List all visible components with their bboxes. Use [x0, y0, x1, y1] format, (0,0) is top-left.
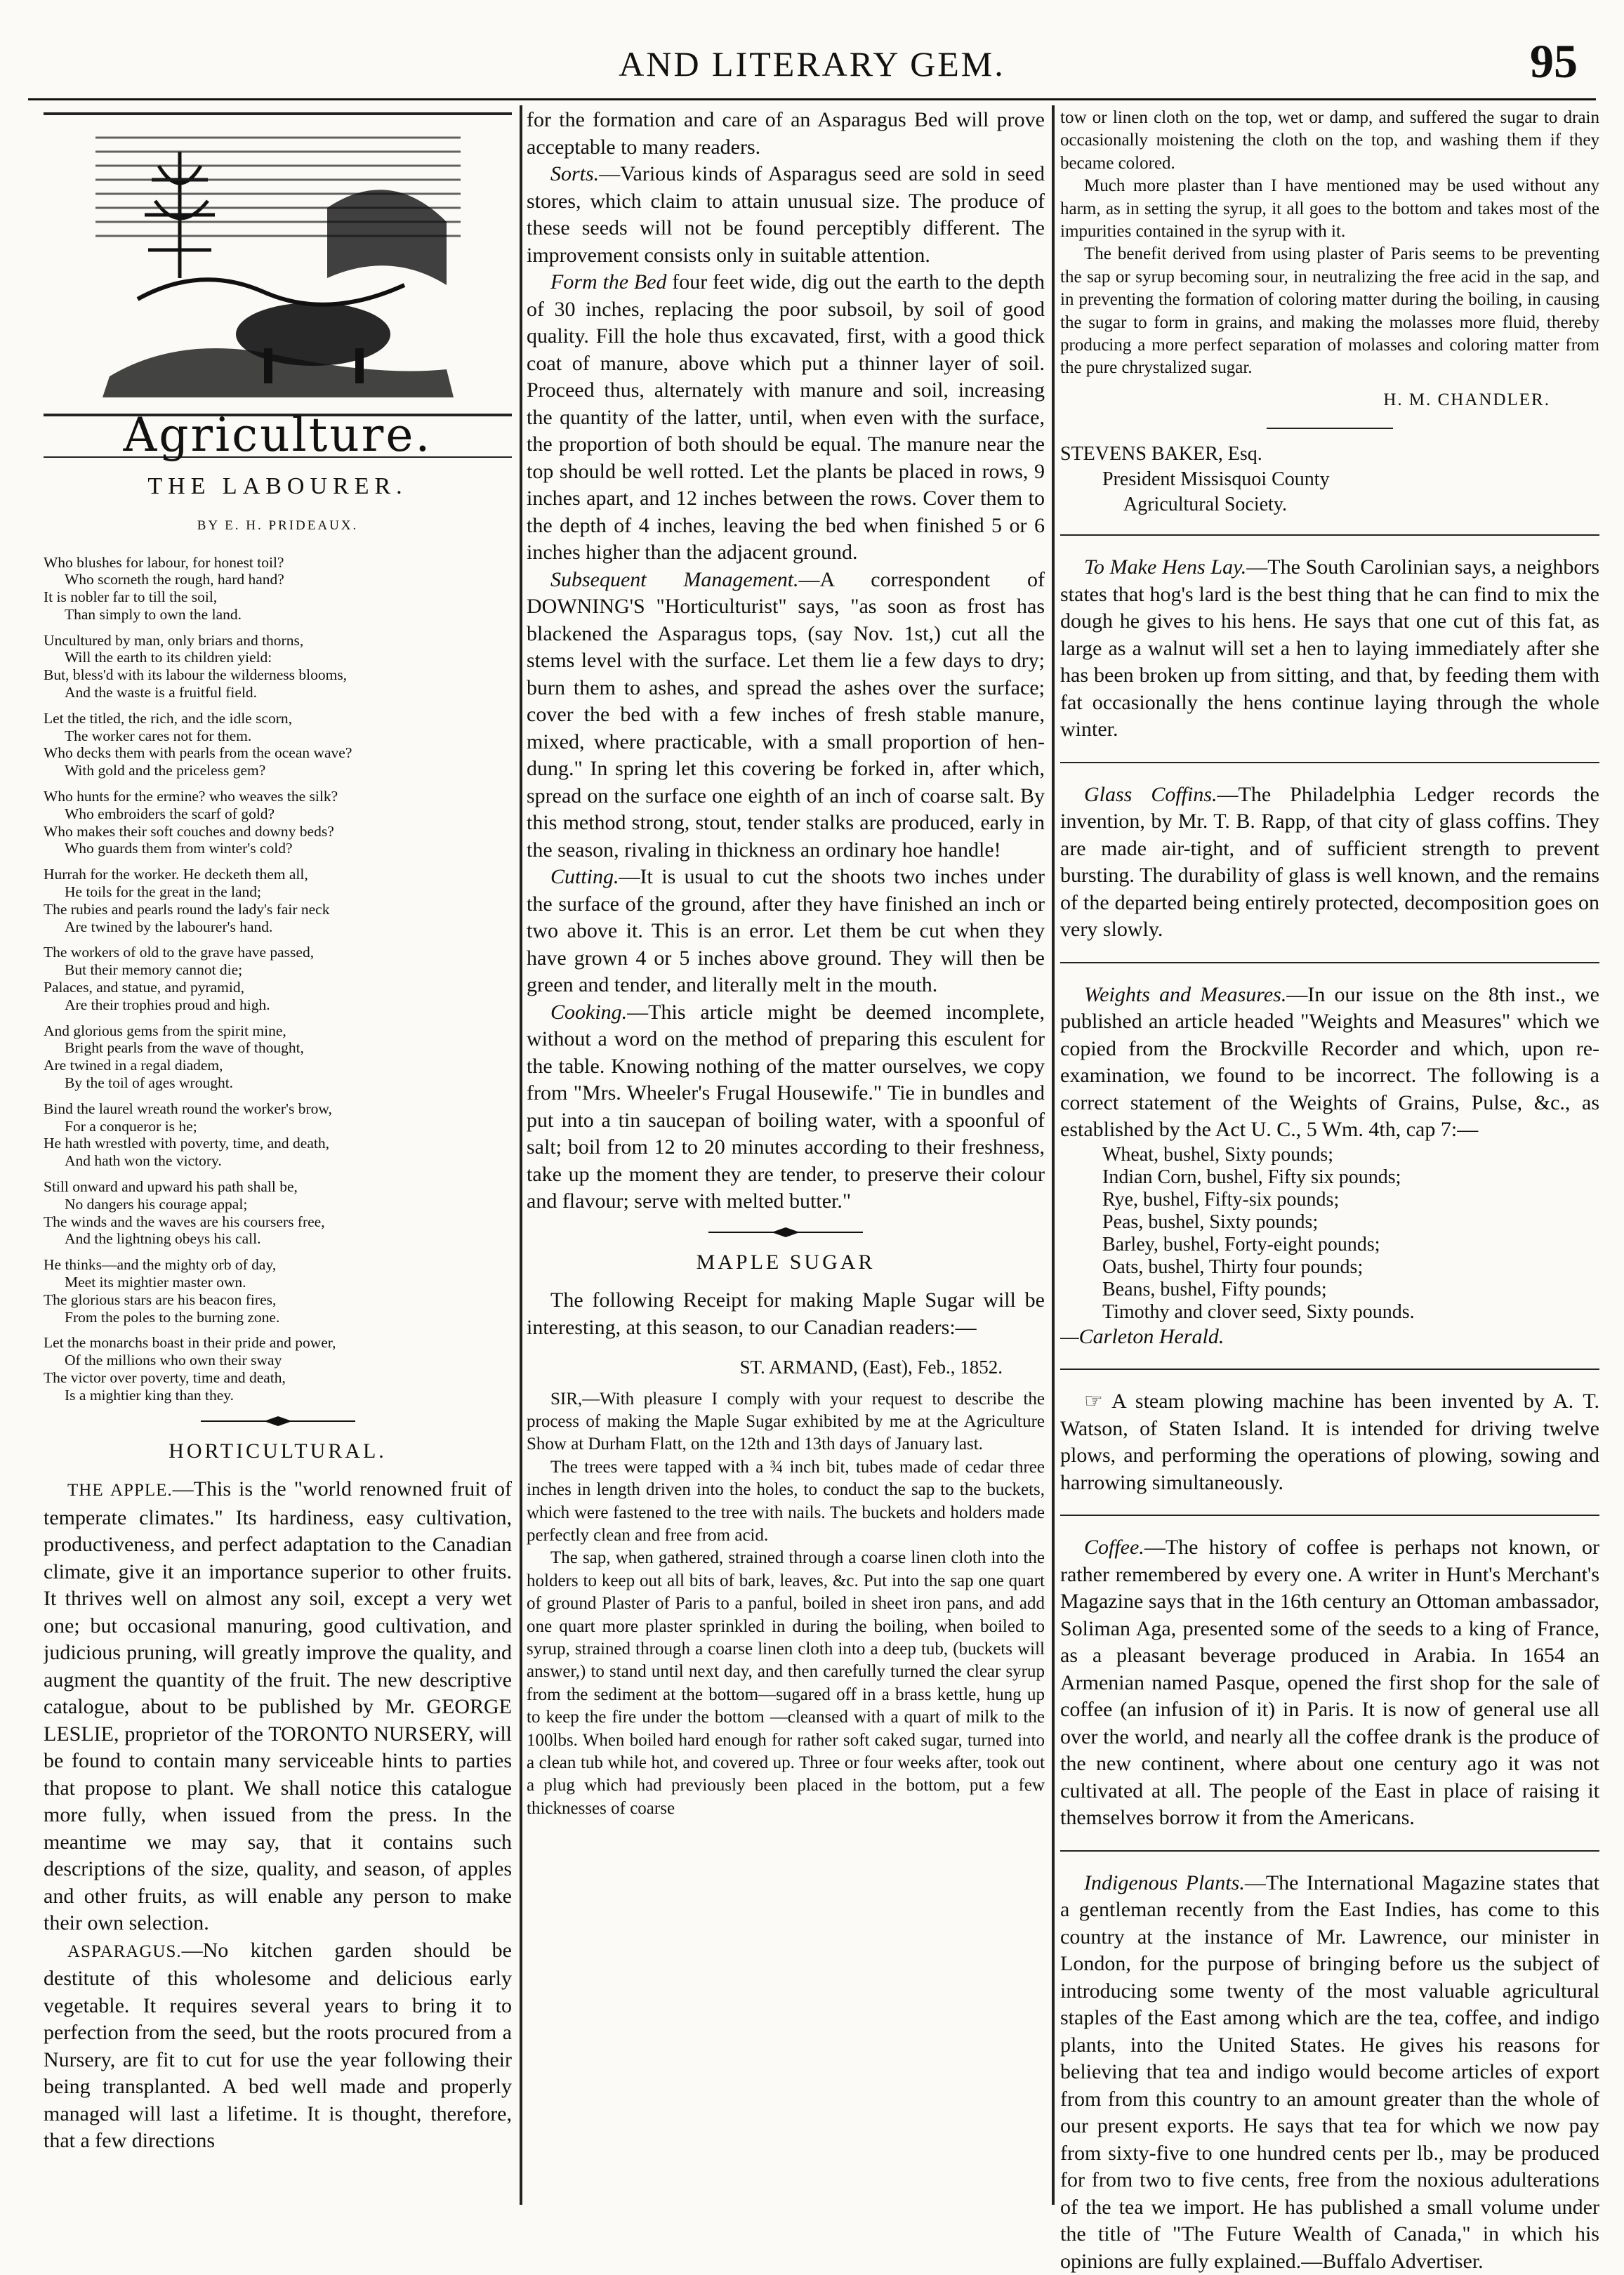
poem-line: Of the millions who own their sway	[65, 1352, 282, 1369]
poem-stanza	[44, 1022, 512, 1092]
poem-line: The workers of old to the grave have passed,	[44, 944, 315, 961]
divider-ornament	[201, 1416, 355, 1427]
poem-stanza	[44, 866, 512, 935]
poem-stanza	[44, 944, 512, 1013]
maple-intro: The following Receipt for making Maple Sugar will be interesting, at this season, to our Canadian readers:—	[527, 1288, 1045, 1339]
poem-line: Bind the laurel wreath round the worker's brow,	[44, 1100, 332, 1117]
cutting-label: Cutting.	[550, 865, 619, 888]
hens-text: —The South Carolinian says, a neighbors states that hog's lard is the best thing that he can find to mix the dough he gives to his hens. He says that one cut of this fat, as large as a walnut will set a hen to laying immediately after she has been broken up from sitting, and that, by feeding them with fat occasionally the hens continue laying through the whole winter.	[1060, 555, 1599, 741]
weights-source: —Carleton Herald.	[1060, 1324, 1224, 1348]
letter-signature: H. M. CHANDLER.	[1383, 390, 1550, 409]
poem-line: But, bless'd with its labour the wilderness blooms,	[44, 666, 348, 684]
poem-line: The worker cares not for them.	[65, 727, 252, 744]
article-rule	[1060, 534, 1599, 536]
sorts-label: Sorts.	[550, 162, 600, 185]
running-title: AND LITERARY GEM.	[619, 44, 1005, 84]
maple-paragraph: Much more plaster than I have mentioned may be used without any harm, as in setting the syrup, it all goes to the bottom and takes most of the impurities contained in the syrup with it.	[1060, 176, 1599, 242]
poem-stanza	[44, 1256, 512, 1326]
form-bed-text: four feet wide, dig out the earth to the depth of 30 inches, replacing the poor subsoil, by soil of good quality. Fill the hole thus excavated, first, with a good thick coat of manure, above which put a thinner layer of soil. Proceed thus, alternately with manure and soil, increasing the quantity of the latter, until, when even with the surface, the proportion of both should be equal. The manure near the top should be well rotted. Let the plants be placed in rows, 9 inches apart, and 12 inches between the rows. Cover them to the depth of 4 inches, leaving the bed when finished 5 or 6 inches higher than the adjacent ground.	[527, 270, 1045, 564]
poem-line: Is a mightier king than they.	[65, 1386, 235, 1404]
poem-line: Who scorneth the rough, hard hand?	[65, 571, 284, 588]
poem-line: Than simply to own the land.	[65, 605, 242, 623]
pastoral-engraving-image	[95, 124, 461, 408]
letter-dateline: ST. ARMAND, (East), Feb., 1852.	[739, 1357, 1003, 1378]
asparagus-text: —No kitchen garden should be destitute of this wholesome and delicious early vegetable. It requires several years to bring it to perfection from the seed, but the roots procured from a Nursery, are fit to cut for use the year following their being transplanted. A bed well made and properly managed will last a lifetime. It is thought, therefore, that a few directions	[44, 1938, 512, 2153]
top-rule	[44, 112, 512, 115]
poem-line: From the poles to the burning zone.	[65, 1308, 280, 1326]
maple-continuation: tow or linen cloth on the top, wet or damp, and suffered the sugar to drain occasionally moistening the cloth on the top, and washing them if they became colored.	[1060, 108, 1599, 173]
article-rule	[1060, 1369, 1599, 1370]
addressee-title: President Missisquoi County	[1102, 468, 1330, 491]
maple-paragraph: SIR,—With pleasure I comply with your request to describe the process of making the Maple Sugar exhibited by me at the Agriculture Show at Durham Flatt, on the 12th and 13th days of January last.	[527, 1389, 1045, 1454]
poem-stanza	[44, 1178, 512, 1248]
poem-line: And the waste is a fruitful field.	[65, 684, 258, 701]
header-rule	[28, 98, 1596, 100]
plants-text: —The International Magazine states that a gentleman recently from the East Indies, has come to this country at the instance of Mr. Lawrence, our minister in London, for the purpose of bringing before us the subject of introducing some twenty of the most valuable agricultural staples of the East among which are the tea, coffee, and indigo plants, into the United States. He gives his reasons for believing that tea and indigo would become articles of export from from this country to an amount greater than the whole of our present exports. He says that tea for which we now pay from sixty-five to one hundred cents per lb., may be produced for from two to five cents, free from the noxious adulterations of the tea we import. He has published a small volume under the title of "The Future Wealth of Canada," in which his opinions are fully explained.—Buffalo Advertiser.	[1060, 1871, 1599, 2273]
section-title: Agriculture.	[123, 408, 433, 462]
poem-line: Who decks them with pearls from the ocean wave?	[44, 744, 352, 762]
column-rule-right	[1052, 105, 1055, 2205]
poem-line: Who guards them from winter's cold?	[65, 840, 293, 857]
poem-line: Who blushes for labour, for honest toil?	[44, 553, 284, 571]
poem-line: Hurrah for the worker. He decketh them all,	[44, 866, 308, 883]
steam-plow-text: ☞ A steam plowing machine has been invented by A. T. Watson, of Staten Island. It is intended for driving twelve plows, and performing the operations of plowing, sowing and harrowing simultaneously.	[1060, 1390, 1599, 1494]
poem-line: Who embroiders the scarf of gold?	[65, 805, 275, 822]
article-rule	[1060, 1850, 1599, 1852]
article-rule	[1060, 1515, 1599, 1516]
poem-line: The winds and the waves are his coursers free,	[44, 1213, 325, 1230]
asparagus-continuation: for the formation and care of an Asparagus Bed will prove acceptable to many readers.	[527, 108, 1045, 159]
poem-body	[44, 554, 512, 1404]
page-header	[0, 0, 1624, 105]
poem-line: And hath won the victory.	[65, 1152, 222, 1170]
column-left	[44, 107, 512, 2155]
article-rule	[1060, 762, 1599, 763]
weights-list-item: Indian Corn, bushel, Fifty six pounds;	[1102, 1166, 1401, 1188]
maple-paragraph: The sap, when gathered, strained through a coarse linen cloth into the holders to keep out all bits of bark, leaves, &c. Put into the sap one quart of ground Plaster of Paris to a panful, boiled in sheet iron pans, and add one quart more plaster sprinkled in during the boiling, when boiled to syrup, strained through a coarse linen cloth into a deep tub, (buckets will answer,) to stand until next day, and then carefully turned the clear syrup from the sediment at the bottom—sugared off in a brass kettle, hung up to keep the fire under the bottom —cleansed with a quart of milk to the 100lbs. When boiled hard enough for rather soft caked sugar, turned into a clean tub while hot, and covered up. Three or four weeks after, took out a plug which had previously been placed in the bottom, put a few thicknesses of coarse	[527, 1548, 1045, 1818]
column-right	[1060, 107, 1599, 2275]
poem-line: By the toil of ages wrought.	[65, 1074, 234, 1092]
horticultural-heading: HORTICULTURAL.	[169, 1439, 387, 1463]
poem-line: With gold and the priceless gem?	[65, 762, 266, 779]
poem-stanza	[44, 788, 512, 857]
poem-line: The glorious stars are his beacon fires,	[44, 1291, 277, 1308]
poem-stanza	[44, 1334, 512, 1404]
poem-line: Palaces, and statue, and pyramid,	[44, 979, 244, 996]
poem-line: And the lightning obeys his call.	[65, 1230, 261, 1248]
poem-byline: BY E. H. PRIDEAUX.	[197, 518, 359, 533]
poem-line: For a conqueror is he;	[65, 1117, 197, 1135]
poem-line: Are their trophies proud and high.	[65, 996, 270, 1013]
coffee-text: —The history of coffee is perhaps not known, or rather remembered by every one. A writer in Hunt's Merchant's Magazine says that in the 16th century an Ottoman ambassador, Soliman Aga, presented some of the seeds to a king of France, as a pleasant beverage produced in Arabia. In 1654 an Armenian named Pasque, opened the first shop for the sale of coffee (an infusion of it) in Paris. It is now of general use all over the world, and nearly all the coffee drank is the produce of the new continent, where about one century ago it was not cultivated at all. The people of the East in place of raising it themselves borrow it from the Americans.	[1060, 1536, 1599, 1830]
article-rule	[1060, 962, 1599, 963]
cutting-text: —It is usual to cut the shoots two inches under the surface of the ground, after they have finished an inch or two above it. This is an error. Let them be cut when they have grown 4 or 5 inches above ground. They will then be green and tender, and literally melt in the mouth.	[527, 865, 1045, 996]
poem-line: Who hunts for the ermine? who weaves the silk?	[44, 788, 338, 805]
cooking-label: Cooking.	[550, 1000, 628, 1024]
poem-line: Who makes their soft couches and downy beds?	[44, 822, 334, 840]
poem-line: And glorious gems from the spirit mine,	[44, 1022, 286, 1039]
poem-line: Still onward and upward his path shall be,	[44, 1178, 298, 1195]
weights-label: Weights and Measures.	[1084, 982, 1287, 1006]
asparagus-label: ASPARAGUS.	[67, 1941, 182, 1961]
column-middle	[527, 107, 1045, 1820]
poem-line: Are twined in a regal diadem,	[44, 1057, 223, 1074]
weights-list-item: Rye, bushel, Fifty-six pounds;	[1102, 1188, 1340, 1211]
poem-line: The victor over poverty, time and death,	[44, 1369, 286, 1386]
poem-line: Are twined by the labourer's hand.	[65, 918, 273, 935]
poem-stanza	[44, 710, 512, 779]
divider-ornament	[708, 1227, 863, 1238]
poem-line: But their memory cannot die;	[65, 961, 243, 979]
poem-line: Let the monarchs boast in their pride and power,	[44, 1334, 336, 1352]
weights-list-item: Peas, bushel, Sixty pounds;	[1102, 1211, 1319, 1233]
form-bed-label: Form the Bed	[550, 270, 667, 294]
apple-label: THE APPLE.	[67, 1481, 173, 1501]
poem-title: THE LABOURER.	[147, 473, 408, 499]
poem-line: He toils for the great in the land;	[65, 883, 262, 901]
poem-line: Will the earth to its children yield:	[65, 649, 272, 666]
maple-sugar-heading: MAPLE SUGAR	[696, 1250, 876, 1274]
poem-line: Uncultured by man, only briars and thorns,	[44, 631, 304, 649]
subsequent-text: —A correspondent of DOWNING'S "Horticulturist" says, "as soon as frost has blackened the Asparagus tops, (say Nov. 1st,) cut all the stems level with the surface. Let them lie a few days to dry; burn them to ashes, and spread the ashes over the surface; cover the bed with a few inches of fresh stable manure, mixed, where practicable, with a small proportion of hen-dung." In spring let this covering be forked in, after which, spread on the surface one eighth of an inch of coarse salt. By this method strong, stout, tender stalks are produced, early in the season, rivaling in thickness an ordinary hoe handle!	[527, 567, 1045, 862]
weights-list-item: Oats, bushel, Thirty four pounds;	[1102, 1255, 1364, 1278]
weights-list-item: Timothy and clover seed, Sixty pounds.	[1102, 1300, 1415, 1323]
poem-line: Bright pearls from the wave of thought,	[65, 1039, 304, 1057]
poem-line: He thinks—and the mighty orb of day,	[44, 1256, 277, 1274]
poem-line: No dangers his courage appal;	[65, 1195, 248, 1213]
maple-paragraph: The trees were tapped with a ¾ inch bit, tubes made of cedar three inches in length driven into the holes, to conduct the sap to the buckets, which were fastened to the tree with nails. The buckets and holders made perfectly clean and free from acid.	[527, 1457, 1045, 1545]
addressee: STEVENS BAKER, Esq.	[1060, 443, 1262, 466]
cooking-text: —This article might be deemed incomplete, without a word on the method of preparing this esculent for the table. Knowing nothing of the matter ourselves, we copy from "Mrs. Wheeler's Frugal Housewife." Tie in bundles and put into a tin saucepan of boiling water, with a spoonful of salt; boil from 12 to 20 minutes according to their freshness, take up the moment they are tender, to preserve their colour and flavour; serve with melted butter."	[527, 1000, 1045, 1213]
poem-line: Meet its mightier master own.	[65, 1273, 246, 1291]
sorts-text: —Various kinds of Asparagus seed are sold in seed stores, which claim to attain unusual size. The produce of these seeds will not be found perceptibly different. The improvement consists only in suitable attention.	[527, 162, 1045, 267]
poem-line: The rubies and pearls round the lady's fair neck	[44, 900, 330, 918]
addressee-org: Agricultural Society.	[1123, 494, 1288, 516]
poem-stanza	[44, 1100, 512, 1170]
short-rule	[1267, 428, 1393, 429]
coffee-label: Coffee.	[1084, 1536, 1144, 1559]
glass-coffins-text: —The Philadelphia Ledger records the invention, by Mr. T. B. Rapp, of that city of glass coffins. They are made air-tight, and of sufficient strength to prevent bursting. The durability of glass is well known, and the remains of the departed being entirely protected, decomposition goes on very slowly.	[1060, 782, 1599, 942]
poem-stanza	[44, 632, 512, 701]
poem-line: He hath wrestled with poverty, time, and death,	[44, 1135, 329, 1152]
glass-coffins-label: Glass Coffins.	[1084, 782, 1217, 806]
weights-list-item: Wheat, bushel, Sixty pounds;	[1102, 1143, 1333, 1166]
hens-label: To Make Hens Lay.	[1084, 555, 1247, 579]
weights-list-item: Beans, bushel, Fifty pounds;	[1102, 1278, 1327, 1300]
plants-label: Indigenous Plants.	[1084, 1871, 1245, 1894]
maple-paragraph: The benefit derived from using plaster of Paris seems to be preventing the sap or syrup becoming sour, in neutralizing the free acid in the sap, and in preventing the formation of coloring matter during the boiling, in causing the sugar to form in grains, and making the molasses more fluid, thereby producing a more perfect separation of molasses and coloring matter from the pure chrystalized sugar.	[1060, 244, 1599, 378]
weights-text: —In our issue on the 8th inst., we published an article headed "Weights and Measures" which we copied from the Brockville Recorder and which, upon re-examination, we found to be incorrect. The following is a correct statement of the Weights of Grains, Pulse, &c., as established by the Act U. C., 5 Wm. 4th, cap 7:—	[1060, 982, 1599, 1142]
apple-text: —This is the "world renowned fruit of temperate climates." Its hardiness, easy cultivation, productiveness, and perfect adaptation to the Canadian climate, give it an importance superior to other fruits. It thrives well on almost any soil, except a very wet one; but occasional manuring, good cultivation, and judicious pruning, will greatly improve the quality, and augment the quantity of the fruit. The new descriptive catalogue, about to be published by Mr. GEORGE LESLIE, proprietor of the TORONTO NURSERY, will be found to contain many serviceable hints to parties that propose to plant. We shall notice this catalogue more fully, when issued from the press. In the meantime we may say, that it contains such descriptions of the size, quality, and season, of apples and other fruits, as will enable any person to make their own selection.	[44, 1477, 512, 1935]
column-rule-left	[520, 105, 522, 2205]
poem-line: It is nobler far to till the soil,	[44, 588, 218, 606]
weights-list-item: Barley, bushel, Forty-eight pounds;	[1102, 1233, 1380, 1255]
poem-stanza	[44, 554, 512, 624]
poem-line: Let the titled, the rich, and the idle scorn,	[44, 709, 293, 727]
page-number: 95	[1530, 34, 1578, 88]
subsequent-label: Subsequent Management.	[550, 567, 799, 591]
weights-list	[1060, 1144, 1599, 1324]
